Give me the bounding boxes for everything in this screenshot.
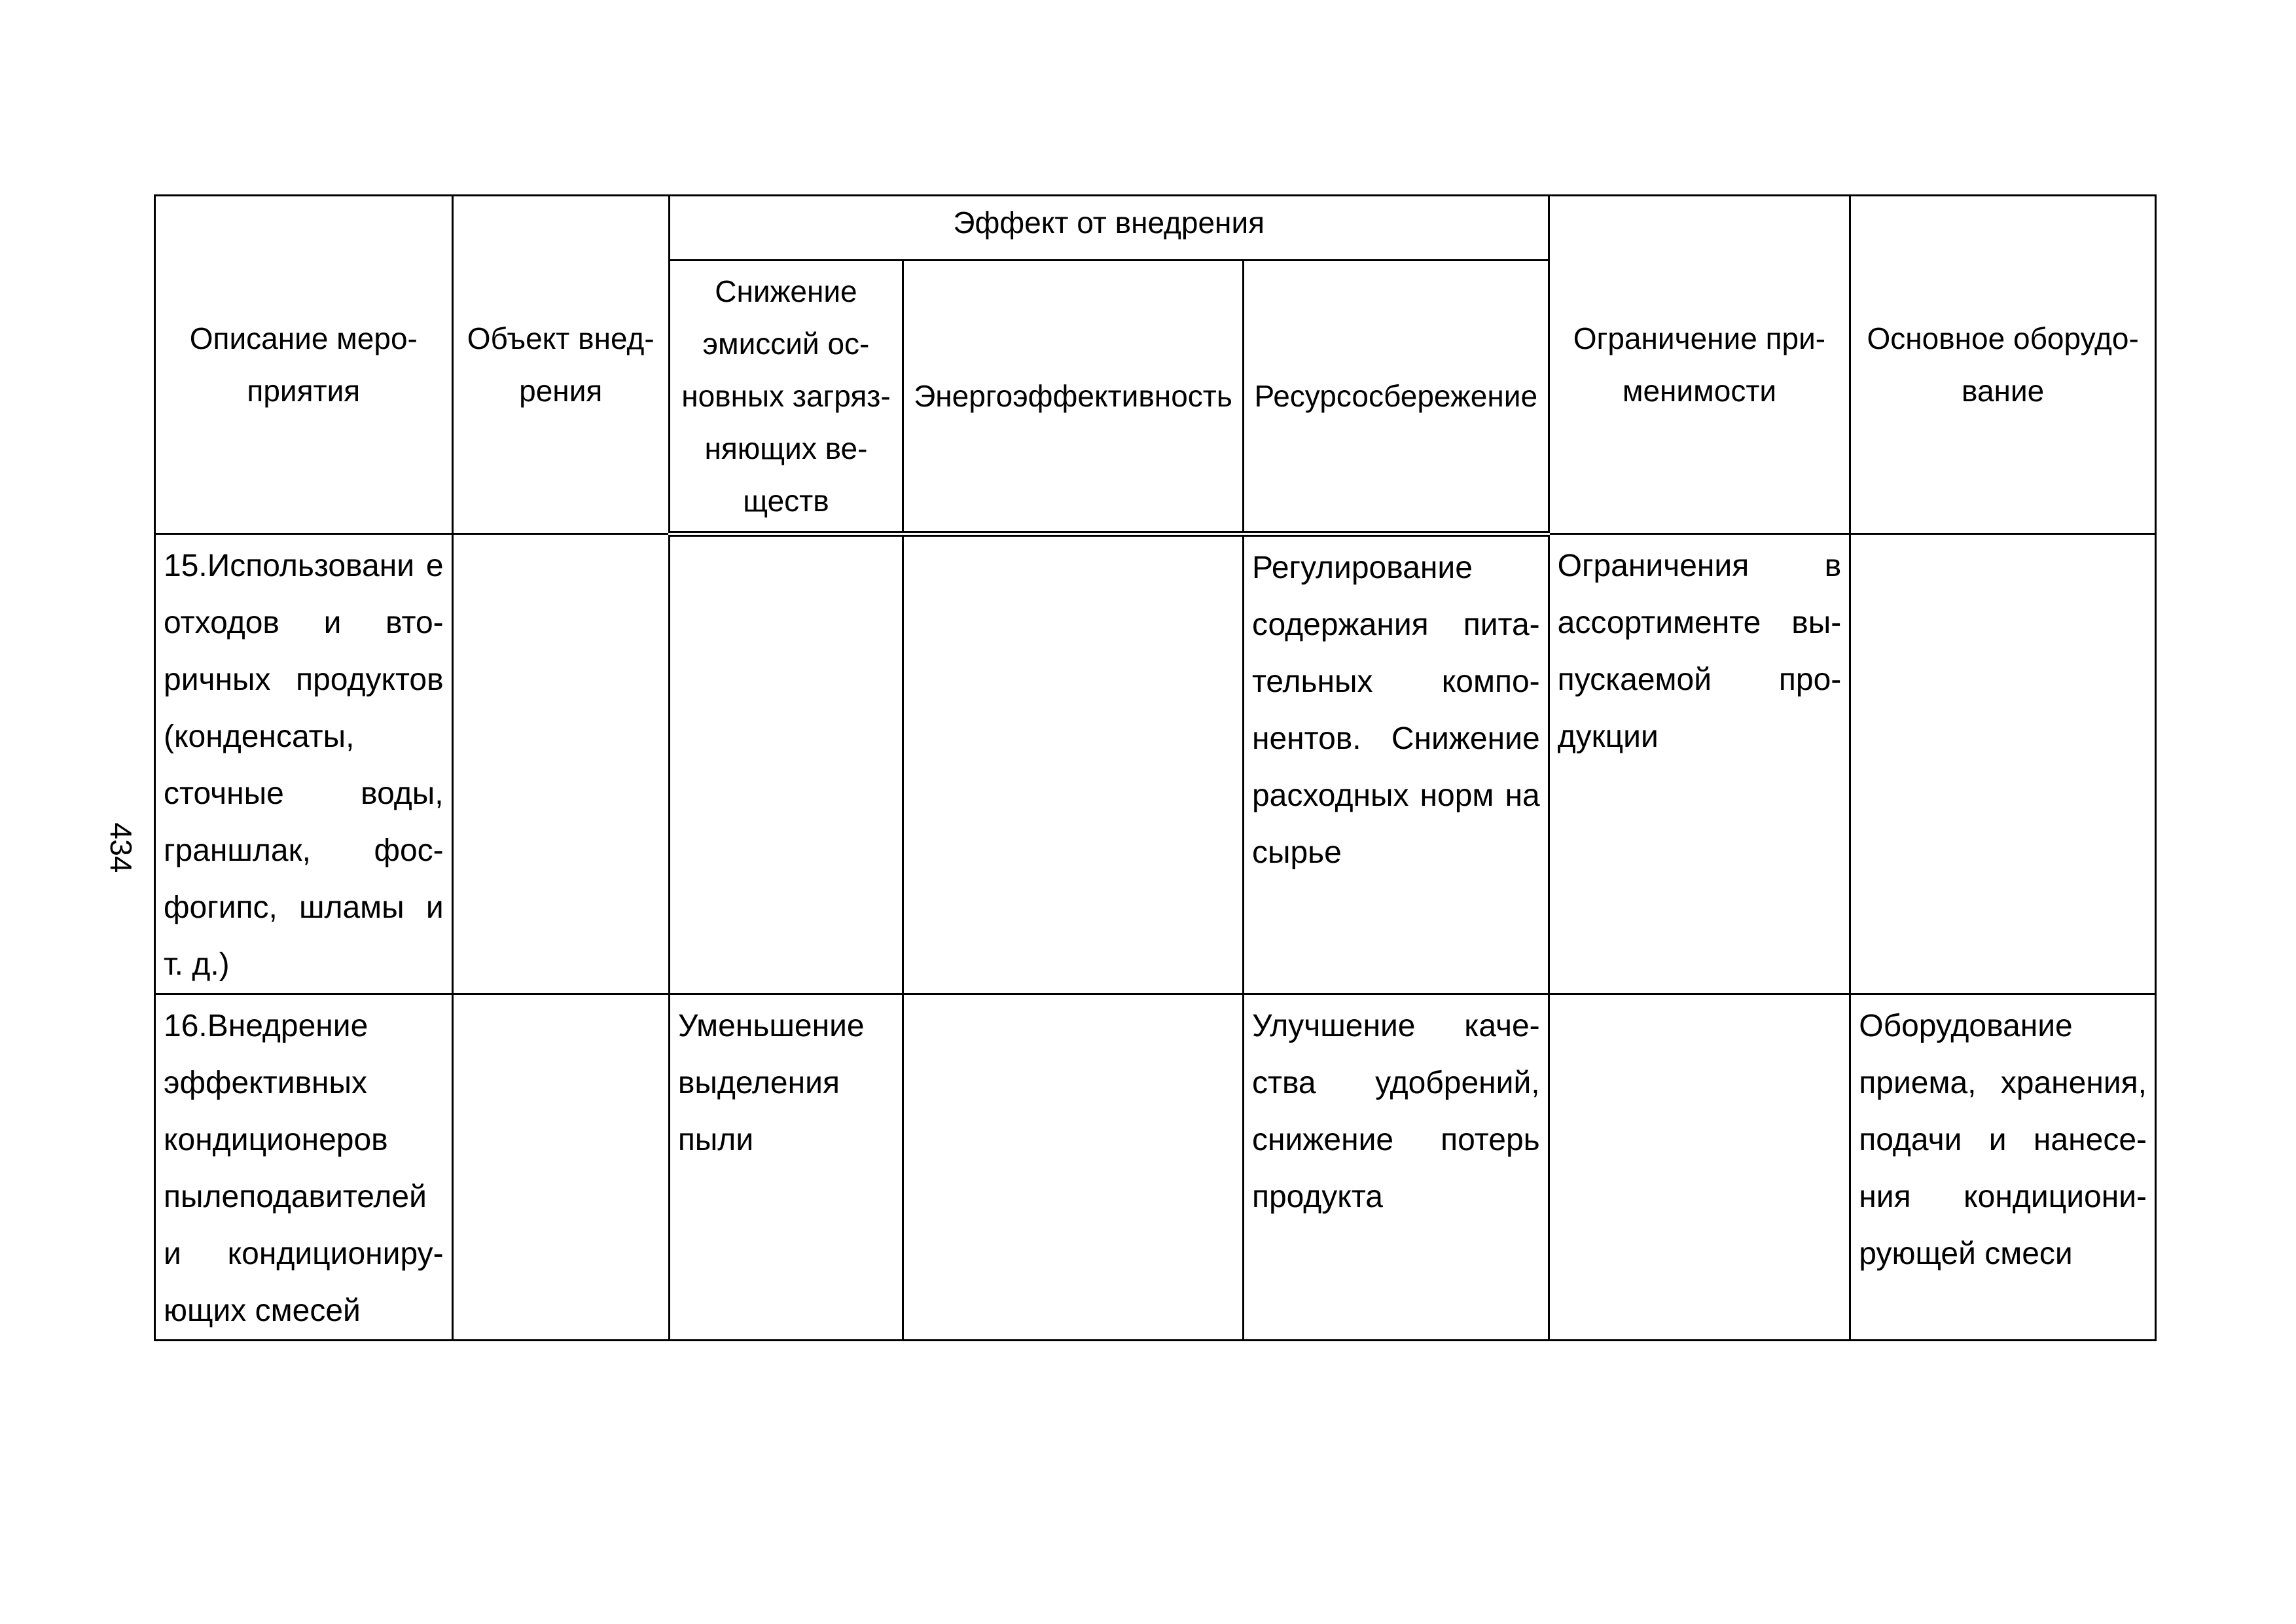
measures-table bbox=[154, 194, 2157, 1341]
header-limitation: Ограничение при- менимости bbox=[1549, 196, 1850, 534]
cell-limitation bbox=[1549, 994, 1850, 1341]
cell-energy-efficiency bbox=[903, 534, 1244, 994]
header-energy-efficiency: Энергоэффективность bbox=[903, 261, 1244, 534]
header-resource-saving: Ресурсосбережение bbox=[1243, 261, 1549, 534]
header-emission-reduction: Снижение эмиссий ос- новных загряз- няющих ве- ществ bbox=[669, 261, 903, 534]
header-object: Объект внед- рения bbox=[452, 196, 669, 534]
header-row-top bbox=[155, 196, 2156, 261]
cell-equipment bbox=[1850, 534, 2156, 994]
cell-description: 15.Использовани е отходов и вто-ричных продуктов (конденсаты, сточные воды, граншлак, фос-фогипс, шламы и т. д.) bbox=[155, 534, 453, 994]
table-row bbox=[155, 534, 2156, 994]
header-description: Описание меро- приятия bbox=[155, 196, 453, 534]
cell-resource-saving: Улучшение каче-ства удобрений, снижение потерь продукта bbox=[1243, 994, 1549, 1341]
cell-emission-reduction bbox=[669, 534, 903, 994]
cell-object bbox=[452, 994, 669, 1341]
header-effect-group: Эффект от внедрения bbox=[669, 196, 1549, 261]
cell-description: 16.Внедрение эффективных кондиционеров пылеподавителей и кондициониру-ющих смесей bbox=[155, 994, 453, 1341]
cell-object bbox=[452, 534, 669, 994]
cell-emission-reduction: Уменьшение выделения пыли bbox=[669, 994, 903, 1341]
cell-limitation: Ограничения в ассортименте вы-пускаемой про-дукции bbox=[1549, 534, 1850, 994]
page-number: 434 bbox=[104, 822, 138, 873]
cell-equipment: Оборудование приема, хранения, подачи и нанесе-ния кондициони-рующей смеси bbox=[1850, 994, 2156, 1341]
cell-resource-saving: Регулирование содержания пита-тельных компо-нентов. Снижение расходных норм на сырье bbox=[1243, 534, 1549, 994]
table-row bbox=[155, 994, 2156, 1341]
header-equipment: Основное оборудо- вание bbox=[1850, 196, 2156, 534]
cell-energy-efficiency bbox=[903, 994, 1244, 1341]
